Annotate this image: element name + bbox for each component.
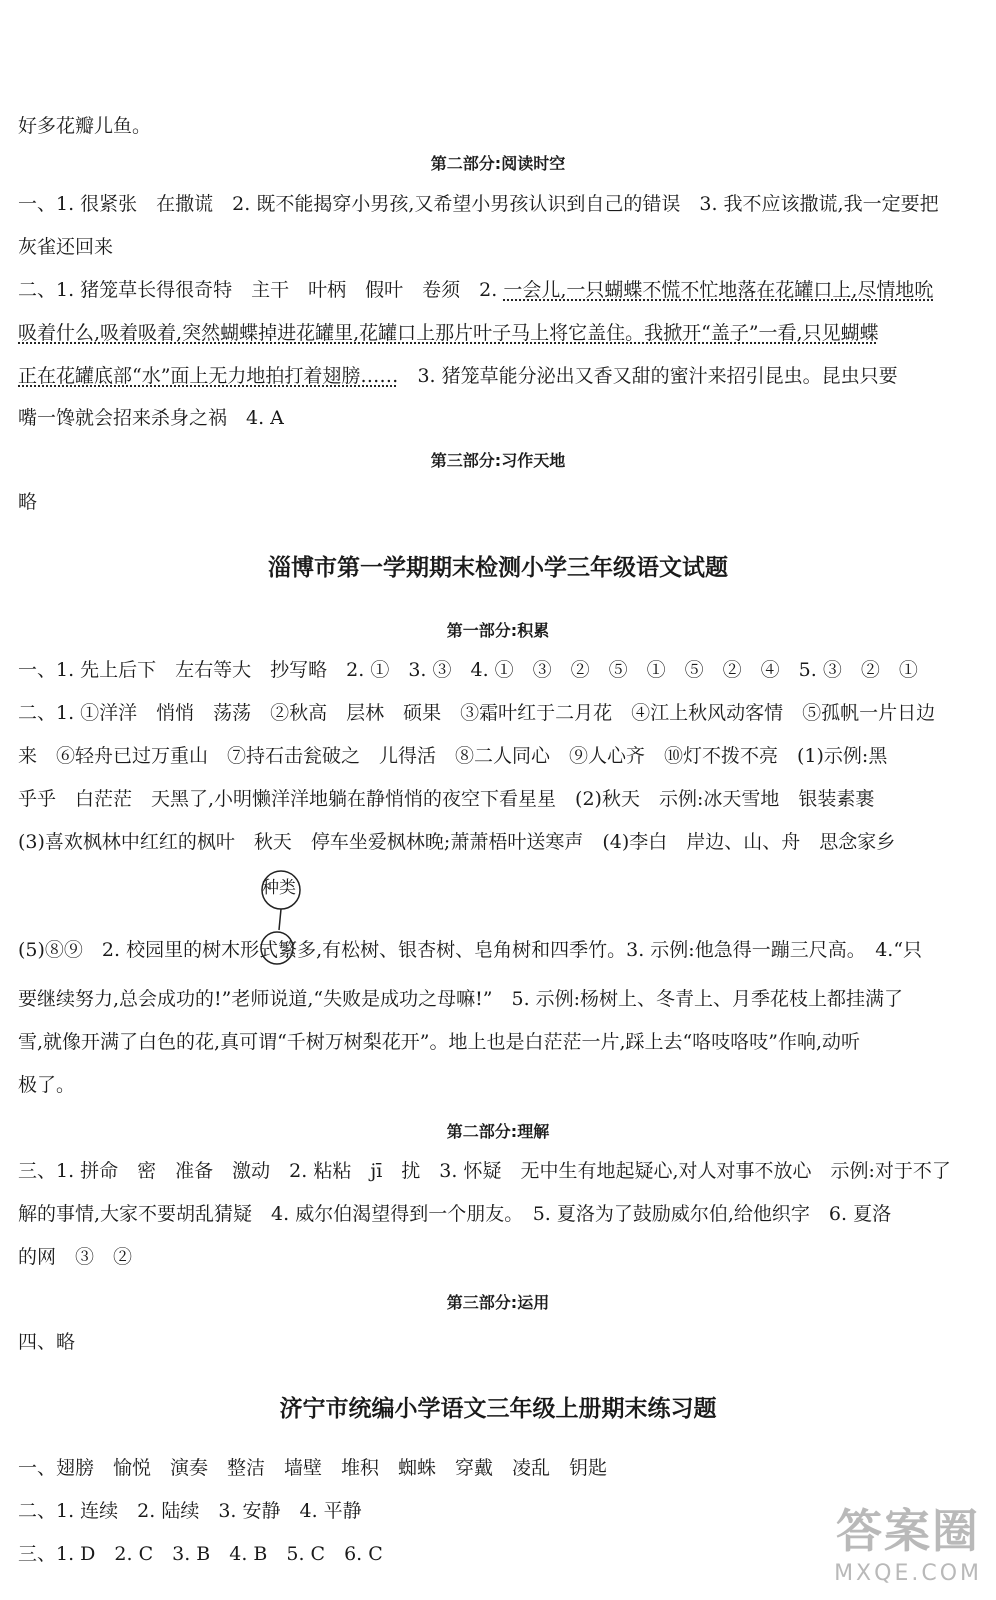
section-heading: 第三部分:习作天地 <box>430 451 566 470</box>
text-line: (5)⑧⑨ 2. 校园里的树木形式繁多,有松树、银杏树、皂角树和四季竹。3. 示例:他急得一蹦三尺高。 4.“只 <box>18 939 923 961</box>
text-line: (3)喜欢枫林中红红的枫叶 秋天 停车坐爱枫林晚;萧萧梧叶送寒声 (4)李白 岸边、山、舟 思念家乡 <box>18 831 896 853</box>
text-line: 三、1. D 2. C 3. B 4. B 5. C 6. C <box>18 1543 383 1565</box>
text-segment: 二、1. 猪笼草长得很奇特 主干 叶柄 假叶 卷须 2. <box>18 279 504 301</box>
underlined-text: 吸着什么,吸着吸着,突然蝴蝶掉进花罐里,花罐口上那片叶子马上将它盖住。我掀开“盖子”一看,只见蝴蝶 <box>18 322 879 344</box>
text-line: 一、翅膀 愉悦 演奏 整洁 墙壁 堆积 蜘蛛 穿戴 凌乱 钥匙 <box>18 1457 608 1479</box>
text-line: 乎乎 白茫茫 天黑了,小明懒洋洋地躺在静悄悄的夜空下看星星 (2)秋天 示例:冰天雪地 银装素裹 <box>18 788 875 810</box>
text-line: 极了。 <box>18 1074 76 1096</box>
text-line: 来 ⑥轻舟已过万重山 ⑦持石击瓮破之 儿得活 ⑧二人同心 ⑨人心齐 ⑩灯不拨不亮 (1)示例:黑 <box>18 745 888 767</box>
watermark-logo <box>834 1495 982 1586</box>
text-line: 的网 ③ ② <box>18 1246 133 1268</box>
text-line: 嘴一馋就会招来杀身之祸 4. A <box>18 407 284 429</box>
exam-title: 济宁市统编小学语文三年级上册期末练习题 <box>279 1396 717 1422</box>
text-line <box>18 322 978 345</box>
underlined-text: 正在花罐底部“水”面上无力地拍打着翅膀…… <box>18 365 399 387</box>
section-heading: 第二部分:理解 <box>446 1122 550 1141</box>
exam-title: 淄博市第一学期期末检测小学三年级语文试题 <box>268 555 728 581</box>
text-segment: 3. 猪笼草能分泌出又香又甜的蜜汁来招引昆虫。昆虫只要 <box>398 365 898 387</box>
text-line: 一、1. 很紧张 在撒谎 2. 既不能揭穿小男孩,又希望小男孩认识到自己的错误 3. 我不应该撒谎,我一定要把 <box>18 193 939 215</box>
text-line: 三、1. 拼命 密 准备 激动 2. 粘粘 jī 扰 3. 怀疑 无中生有地起疑心,对人对事不放心 示例:对于不了 <box>18 1160 951 1182</box>
underlined-text: 一会儿,一只蝴蝶不慌不忙地落在花罐口上,尽情地吮 <box>503 279 934 301</box>
text-line: 解的事情,大家不要胡乱猜疑 4. 威尔伯渴望得到一个朋友。 5. 夏洛为了鼓励威尔伯,给他织字 6. 夏洛 <box>18 1203 892 1225</box>
watermark-text: 答案圈 <box>836 1504 981 1558</box>
section-heading: 第三部分:运用 <box>446 1293 550 1312</box>
text-line: 二、1. ①洋洋 悄悄 荡荡 ②秋高 层林 硕果 ③霜叶红于二月花 ④江上秋风动客情 ⑤孤帆一片日边 <box>18 702 936 724</box>
text-line: 好多花瓣儿鱼。 <box>18 115 152 137</box>
annotation-text: 种类 <box>262 878 296 898</box>
text-line: 二、1. 连续 2. 陆续 3. 安静 4. 平静 <box>18 1500 362 1522</box>
section-heading: 第二部分:阅读时空 <box>430 154 566 173</box>
text-line <box>18 279 978 302</box>
text-line <box>18 365 978 388</box>
section-heading: 第一部分:积累 <box>446 621 550 640</box>
text-line: 一、1. 先上后下 左右等大 抄写略 2. ① 3. ③ 4. ① ③ ② ⑤ ① ⑤ ② ④ 5. ③ ② ① <box>18 659 918 681</box>
text-line: 四、略 <box>18 1331 76 1353</box>
text-line: 要继续努力,总会成功的!”老师说道,“失败是成功之母嘛!” 5. 示例:杨树上、冬青上、月季花枝上都挂满了 <box>18 988 904 1010</box>
text-line: 灰雀还回来 <box>18 236 114 258</box>
text-line: 雪,就像开满了白色的花,真可谓“千树万树梨花开”。地上也是白茫茫一片,踩上去“咯吱咯吱”作响,动听 <box>18 1031 861 1053</box>
text-line: 略 <box>18 491 38 513</box>
watermark-url: MXQE.COM <box>834 1561 982 1586</box>
